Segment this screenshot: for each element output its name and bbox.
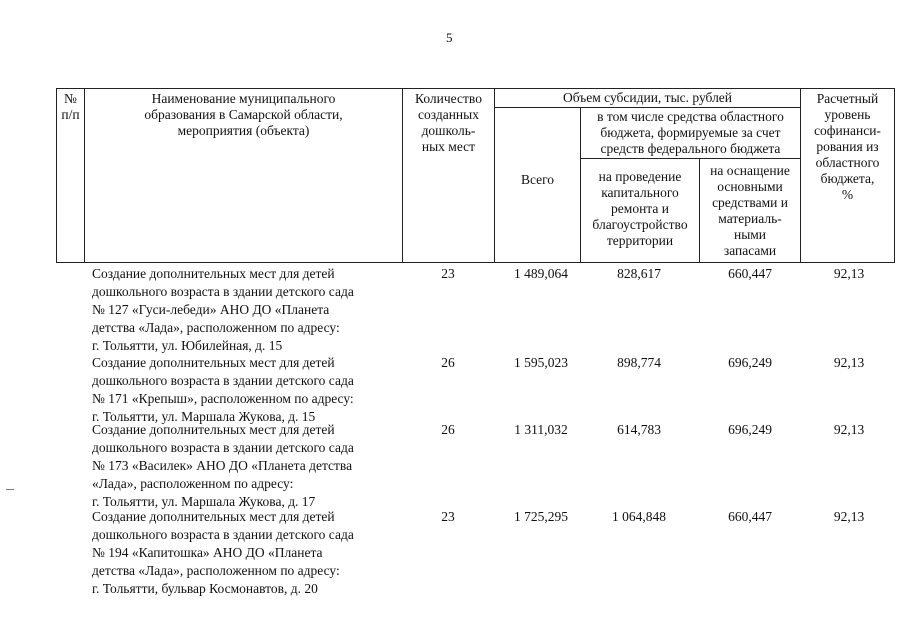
row-places: 23 (441, 509, 455, 524)
row-equipment: 660,447 (728, 509, 772, 524)
scan-margin-mark (6, 489, 14, 490)
row-rate: 92,13 (833, 266, 865, 281)
header-rate: Расчетный уровень софинанси- рования из областного бюджета, % (814, 91, 881, 202)
col-rule (894, 88, 895, 263)
row-total: 1 311,032 (514, 422, 568, 437)
header-regional: в том числе средства областного бюджета, формируемые за счет средств федерального бюджета (597, 109, 784, 156)
row-capital: 828,617 (617, 266, 661, 281)
row-equipment: 696,249 (728, 355, 772, 370)
row-total: 1 489,064 (514, 266, 568, 281)
header-places: Количество созданных дошколь- ных мест (415, 91, 482, 154)
row-places: 23 (441, 266, 455, 281)
row-capital: 1 064,848 (612, 509, 666, 524)
row-rate: 92,13 (833, 509, 865, 524)
row-equipment: 660,447 (728, 266, 772, 281)
row-equipment: 696,249 (728, 422, 772, 437)
row-name: Создание дополнительных мест для детей дошкольного возраста в здании детского сада № 173 «Василек» АНО ДО «Планета детства «Лада», расположенном по адресу: г. Тольятти, ул. Маршала Жукова, д. 17 (92, 422, 354, 509)
row-total: 1 595,023 (514, 355, 568, 370)
header-bottom-rule (56, 262, 894, 263)
row-places: 26 (441, 422, 455, 437)
row-rate: 92,13 (833, 422, 865, 437)
row-capital: 898,774 (617, 355, 661, 370)
row-rate: 92,13 (833, 355, 865, 370)
row-name: Создание дополнительных мест для детей дошкольного возраста в здании детского сада № 171 «Крепыш», расположенном по адресу: г. Тольятти, ул. Маршала Жукова, д. 15 (92, 355, 354, 424)
header-name: Наименование муниципального образования в Самарской области, мероприятия (объекта) (144, 91, 343, 138)
row-name: Создание дополнительных мест для детей дошкольного возраста в здании детского сада № 127 «Гуси-лебеди» АНО ДО «Планета детства «Лада», расположенном по адресу: г. Тольятти, ул. Юбилейная, д. 15 (92, 266, 354, 353)
row-total: 1 725,295 (514, 509, 568, 524)
header-equipment: на оснащение основными средствами и материаль- ными запасами (710, 162, 790, 258)
header-subsidy: Объем субсидии, тыс. рублей (562, 90, 733, 105)
page-number: 5 (446, 30, 453, 45)
header-total: Всего (520, 172, 555, 187)
table-header (0, 0, 905, 265)
row-capital: 614,783 (617, 422, 661, 437)
header-num: № п/п (61, 91, 80, 122)
row-name: Создание дополнительных мест для детей дошкольного возраста в здании детского сада № 194 «Капитошка» АНО ДО «Планета детства «Лада», расположенном по адресу: г. Тольятти, бульвар Космонавтов, д. 20 (92, 509, 354, 596)
row-places: 26 (441, 355, 455, 370)
header-capital: на проведение капитального ремонта и благоустройство территории (592, 169, 688, 248)
